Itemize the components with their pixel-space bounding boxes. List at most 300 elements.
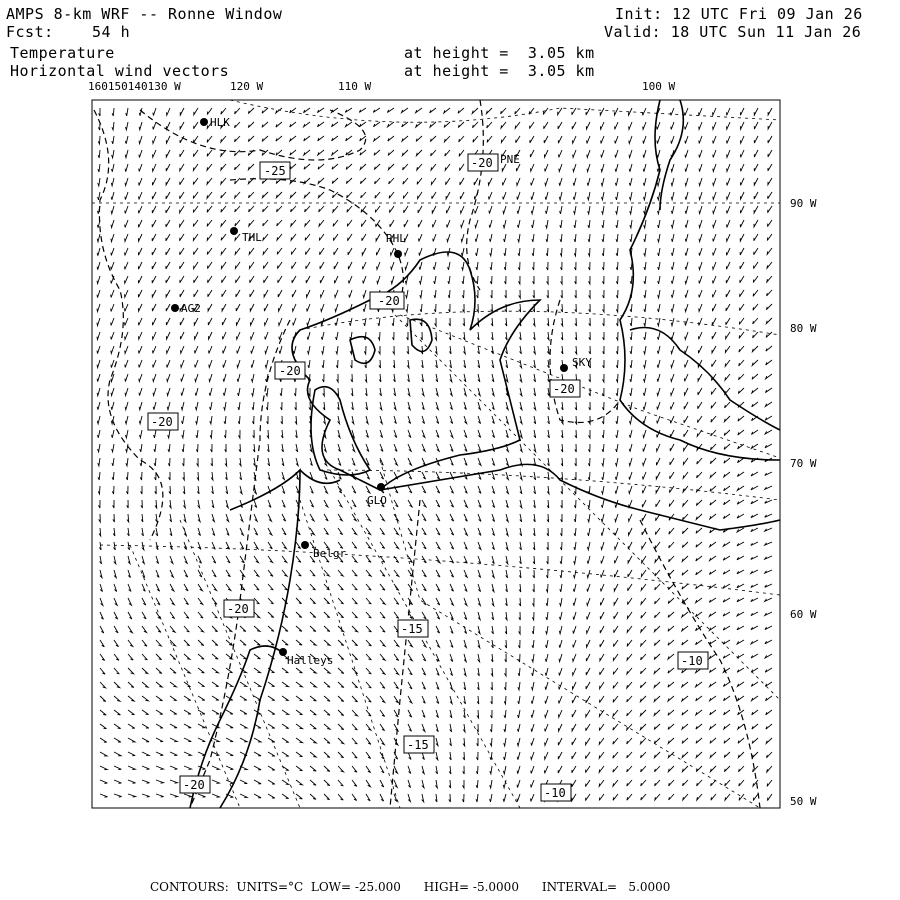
wind-vector — [572, 724, 576, 731]
wind-vector — [506, 570, 508, 578]
wind-vector — [254, 794, 261, 798]
wind-vector — [195, 388, 198, 396]
wind-vector — [519, 584, 521, 592]
wind-vector — [347, 220, 352, 226]
wind-vector — [198, 640, 204, 646]
wind-vector — [561, 290, 563, 298]
wind-vector — [347, 192, 352, 198]
wind-vector — [394, 542, 399, 549]
wind-vector — [128, 738, 135, 742]
wind-vector — [644, 192, 647, 200]
wind-vector — [461, 220, 464, 228]
wind-vector — [668, 612, 674, 617]
wind-vector — [490, 724, 492, 732]
wind-vector — [331, 108, 338, 113]
wind-vector — [545, 724, 548, 732]
wind-vector — [627, 682, 632, 688]
wind-vector — [459, 150, 464, 156]
wind-vector — [517, 206, 520, 214]
wind-vector — [155, 514, 157, 522]
wind-vector — [738, 430, 744, 435]
wind-vector — [183, 500, 185, 508]
wind-vector — [561, 332, 563, 340]
wind-vector — [751, 472, 758, 476]
wind-vector — [530, 136, 534, 143]
wind-vector — [392, 332, 394, 340]
wind-vector — [346, 136, 352, 141]
wind-vector — [366, 640, 371, 646]
wind-vector — [346, 164, 352, 169]
wind-vector — [290, 136, 296, 141]
wind-vector — [696, 710, 702, 715]
wind-vector — [448, 262, 450, 270]
wind-vector — [114, 752, 121, 756]
wind-vector — [431, 164, 436, 170]
wind-vector — [627, 668, 632, 674]
wind-vector — [97, 234, 100, 242]
wind-vector — [737, 556, 744, 560]
wind-vector — [545, 766, 549, 773]
wind-vector — [170, 654, 176, 660]
wind-vector — [449, 332, 451, 340]
wind-vector — [672, 262, 675, 270]
wind-vector — [654, 668, 660, 674]
wind-vector — [671, 108, 674, 115]
wind-vector — [450, 584, 454, 591]
wind-vector — [125, 276, 129, 283]
wind-vector — [546, 640, 548, 648]
wind-vector — [323, 402, 325, 410]
wind-vector — [319, 234, 324, 241]
wind-vector — [575, 332, 577, 340]
wind-vector — [278, 304, 282, 311]
wind-vector — [545, 668, 548, 676]
wind-vector — [476, 248, 478, 256]
wind-vector — [352, 584, 357, 590]
wind-vector — [380, 612, 385, 618]
wind-vector — [140, 444, 142, 452]
wind-vector — [752, 724, 758, 729]
wind-vector — [602, 220, 604, 228]
wind-vector — [630, 234, 632, 242]
wind-vector — [324, 668, 330, 673]
wind-vector — [408, 696, 412, 703]
wind-vector — [408, 654, 412, 661]
wind-vector — [170, 570, 173, 577]
wind-vector — [725, 402, 730, 408]
wind-vector — [464, 640, 466, 648]
wind-vector — [586, 696, 590, 703]
wind-vector — [394, 444, 397, 451]
wind-vector — [658, 234, 660, 242]
wind-vector — [254, 640, 260, 645]
wind-vector — [614, 584, 618, 591]
wind-vector — [713, 164, 716, 172]
wind-vector — [338, 416, 340, 424]
wind-vector — [138, 304, 142, 311]
wind-vector — [684, 444, 688, 451]
wind-vector — [307, 332, 310, 340]
wind-vector — [170, 780, 178, 783]
wind-vector — [97, 402, 100, 410]
wind-vector — [99, 500, 101, 508]
wind-vector — [364, 332, 366, 340]
wind-vector — [751, 640, 758, 644]
wind-vector — [490, 234, 493, 242]
wind-vector — [586, 752, 591, 759]
wind-vector — [267, 444, 269, 452]
wind-vector — [445, 164, 450, 170]
wind-vector — [447, 234, 450, 242]
wind-vector — [560, 234, 562, 242]
wind-vector — [436, 612, 440, 619]
wind-vector — [575, 318, 577, 326]
wind-vector — [683, 794, 688, 800]
wind-vector — [641, 570, 646, 577]
wind-vector — [737, 654, 744, 658]
wind-vector — [572, 752, 576, 759]
wind-vector — [669, 542, 674, 548]
wind-vector — [222, 276, 226, 283]
wind-vector — [520, 374, 522, 382]
wind-vector — [111, 332, 114, 340]
wind-vector — [338, 570, 343, 576]
wind-vector — [601, 164, 604, 172]
wind-vector — [765, 598, 772, 601]
wind-vector — [433, 234, 436, 242]
wind-vector — [97, 374, 100, 382]
wind-vector — [712, 304, 716, 311]
wind-vector — [589, 416, 591, 424]
lon-label-110: 110 W — [338, 80, 372, 93]
wind-vector — [394, 780, 397, 787]
wind-vector — [588, 192, 591, 200]
wind-vector — [520, 360, 522, 368]
wind-vector — [433, 262, 436, 270]
wind-vector — [559, 710, 563, 717]
wind-vector — [198, 570, 202, 577]
wind-vector — [239, 458, 241, 466]
wind-vector — [208, 332, 212, 339]
wind-vector — [629, 136, 632, 144]
wind-vector — [112, 108, 114, 116]
wind-vector — [575, 290, 577, 298]
wind-vector — [672, 234, 675, 242]
wind-vector — [125, 346, 128, 353]
wind-vector — [268, 500, 271, 507]
wind-vector — [575, 430, 577, 438]
contour-label: -20 — [183, 778, 205, 792]
wind-vector — [207, 248, 212, 255]
wind-vector — [436, 416, 439, 424]
wind-vector — [431, 178, 436, 185]
wind-vector — [296, 682, 302, 687]
wind-vector — [449, 318, 451, 326]
wind-vector — [696, 542, 702, 547]
wind-vector — [738, 752, 744, 758]
wind-vector — [276, 122, 282, 127]
wind-vector — [573, 164, 576, 172]
wind-vector — [181, 346, 185, 353]
wind-vector — [544, 136, 548, 143]
wind-vector — [324, 640, 330, 645]
wind-vector — [262, 136, 268, 141]
wind-vector — [685, 122, 688, 130]
wind-vector — [221, 206, 226, 212]
wind-vector — [477, 724, 479, 732]
wind-vector — [682, 766, 688, 772]
wind-vector — [436, 668, 439, 675]
wind-vector — [307, 304, 310, 311]
wind-vector — [111, 206, 114, 214]
wind-vector — [547, 556, 548, 564]
wind-vector — [378, 318, 380, 326]
wind-vector — [366, 626, 371, 632]
wind-vector — [167, 402, 170, 410]
wind-vector — [235, 122, 241, 128]
wind-vector — [752, 346, 758, 352]
wind-vector — [725, 374, 730, 380]
wind-vector — [737, 682, 744, 686]
wind-vector — [390, 220, 394, 227]
wind-vector — [478, 640, 480, 648]
wind-vector — [699, 290, 702, 298]
wind-vector — [492, 598, 494, 606]
wind-vector — [264, 276, 268, 283]
wind-vector — [534, 472, 536, 480]
wind-vector — [324, 752, 330, 757]
wind-vector — [696, 570, 702, 575]
wind-vector — [337, 374, 339, 382]
station-halley: Halleys — [287, 654, 334, 667]
wind-vector — [291, 220, 296, 226]
wind-vector — [142, 640, 147, 646]
wind-vector — [226, 724, 233, 728]
wind-vector — [630, 332, 632, 340]
wind-vector — [141, 514, 143, 522]
wind-vector — [249, 262, 254, 269]
wind-vector — [574, 234, 576, 242]
wind-vector — [140, 472, 142, 480]
wind-vector — [737, 486, 744, 490]
wind-vector — [629, 444, 632, 452]
wind-vector — [268, 458, 270, 466]
wind-vector — [641, 640, 646, 646]
wind-vector — [685, 178, 688, 186]
wind-vector — [282, 794, 289, 799]
wind-vector — [282, 472, 284, 480]
wind-vector — [520, 430, 522, 438]
wind-vector — [100, 780, 107, 783]
wind-vector — [111, 318, 114, 326]
wind-vector — [515, 122, 520, 128]
wind-vector — [154, 458, 156, 466]
wind-vector — [657, 402, 660, 410]
wind-vector — [685, 108, 688, 115]
wind-vector — [558, 752, 562, 759]
wind-vector — [655, 612, 661, 618]
wind-vector — [738, 710, 744, 715]
wind-vector — [362, 248, 366, 255]
wind-vector — [125, 178, 128, 186]
station-thl: THL — [242, 231, 262, 244]
wind-vector — [306, 248, 311, 255]
wind-vector — [519, 556, 521, 564]
wind-vector — [450, 640, 453, 647]
wind-vector — [460, 164, 465, 171]
wind-vector — [366, 444, 369, 452]
wind-vector — [352, 738, 357, 744]
wind-vector — [310, 780, 316, 785]
wind-vector — [317, 108, 324, 113]
wind-vector — [486, 108, 492, 114]
wind-vector — [683, 780, 689, 786]
wind-vector — [629, 178, 632, 186]
wind-vector — [236, 276, 240, 283]
wind-vector — [559, 654, 562, 662]
wind-vector — [446, 192, 450, 199]
wind-vector — [738, 458, 745, 463]
wind-vector — [236, 290, 240, 297]
wind-vector — [318, 192, 324, 198]
wind-vector — [768, 220, 773, 227]
wind-vector — [709, 626, 716, 630]
wind-vector — [644, 276, 646, 284]
wind-vector — [403, 178, 408, 184]
wind-vector — [310, 584, 316, 590]
wind-vector — [422, 682, 426, 689]
wind-vector — [558, 122, 562, 129]
wind-vector — [422, 794, 424, 802]
wind-vector — [726, 332, 730, 339]
wind-vector — [630, 416, 633, 424]
wind-vector — [324, 500, 328, 507]
wind-vector — [207, 136, 212, 142]
wind-vector — [723, 682, 730, 687]
wind-vector — [517, 192, 520, 200]
wind-vector — [238, 402, 240, 410]
wind-vector — [534, 416, 536, 424]
wind-vector — [588, 514, 590, 522]
wind-vector — [237, 346, 240, 354]
wind-vector — [613, 738, 618, 744]
wind-vector — [727, 178, 730, 185]
wind-vector — [332, 178, 338, 184]
wind-vector — [710, 766, 716, 772]
wind-vector — [724, 696, 731, 701]
wind-vector — [378, 332, 380, 340]
wind-vector — [156, 682, 162, 687]
wind-vector — [464, 654, 466, 662]
wind-vector — [169, 486, 171, 494]
wind-vector — [128, 654, 133, 660]
wind-vector — [323, 388, 325, 396]
wind-vector — [504, 738, 506, 746]
wind-vector — [254, 780, 261, 784]
wind-vector — [279, 346, 282, 354]
wind-vector — [168, 430, 170, 438]
wind-vector — [418, 206, 422, 213]
wind-vector — [348, 234, 352, 241]
wind-vector — [226, 584, 231, 590]
wind-vector — [699, 192, 702, 200]
wind-vector — [142, 598, 146, 605]
wind-vector — [518, 262, 520, 270]
wind-vector — [114, 668, 119, 674]
wind-vector — [671, 360, 674, 368]
wind-vector — [250, 290, 254, 297]
wind-vector — [430, 122, 436, 127]
wind-vector — [141, 486, 142, 494]
wind-vector — [685, 164, 688, 172]
wind-vector — [613, 780, 618, 786]
wind-vector — [489, 206, 492, 214]
wind-vector — [380, 682, 385, 688]
wind-vector — [697, 430, 702, 436]
wind-vector — [492, 514, 495, 522]
wind-vector — [478, 668, 480, 676]
wind-vector — [265, 318, 269, 325]
wind-vector — [657, 346, 660, 354]
wind-vector — [422, 696, 425, 703]
wind-vector — [100, 570, 102, 578]
wind-vector — [380, 626, 385, 632]
wind-vector — [547, 360, 549, 368]
wind-vector — [682, 738, 688, 743]
wind-vector — [226, 780, 233, 784]
wind-vector — [669, 780, 674, 786]
wind-vector — [586, 682, 590, 689]
wind-vector — [574, 556, 576, 564]
wind-vector — [282, 458, 284, 466]
wind-vector — [333, 192, 339, 198]
wind-vector — [531, 164, 535, 171]
wind-vector — [445, 136, 451, 142]
wind-vector — [504, 234, 506, 242]
wind-vector — [561, 500, 563, 508]
wind-vector — [532, 626, 534, 634]
wind-vector — [658, 220, 660, 228]
wind-vector — [404, 206, 408, 213]
wind-vector — [710, 486, 716, 491]
contour-label: -15 — [407, 738, 429, 752]
wind-vector — [574, 500, 576, 508]
wind-vector — [292, 276, 296, 283]
wind-vector — [752, 402, 758, 407]
wind-vector — [128, 780, 136, 783]
wind-vector — [290, 164, 296, 169]
wind-vector — [492, 458, 495, 466]
wind-vector — [531, 766, 534, 774]
wind-vector — [436, 360, 438, 368]
wind-vector — [492, 430, 495, 438]
wind-vector — [492, 402, 494, 410]
wind-vector — [167, 108, 171, 115]
wind-vector — [282, 710, 289, 714]
wind-vector — [198, 598, 203, 604]
wind-vector — [685, 262, 688, 270]
wind-vector — [643, 402, 646, 410]
wind-vector — [254, 682, 261, 686]
wind-vector — [713, 290, 717, 297]
wind-vector — [768, 108, 772, 115]
wind-vector — [156, 654, 162, 660]
wind-vector — [166, 318, 170, 325]
wind-vector — [166, 332, 170, 339]
wind-vector — [184, 696, 191, 700]
wind-vector — [754, 136, 758, 143]
wind-vector — [765, 430, 772, 434]
